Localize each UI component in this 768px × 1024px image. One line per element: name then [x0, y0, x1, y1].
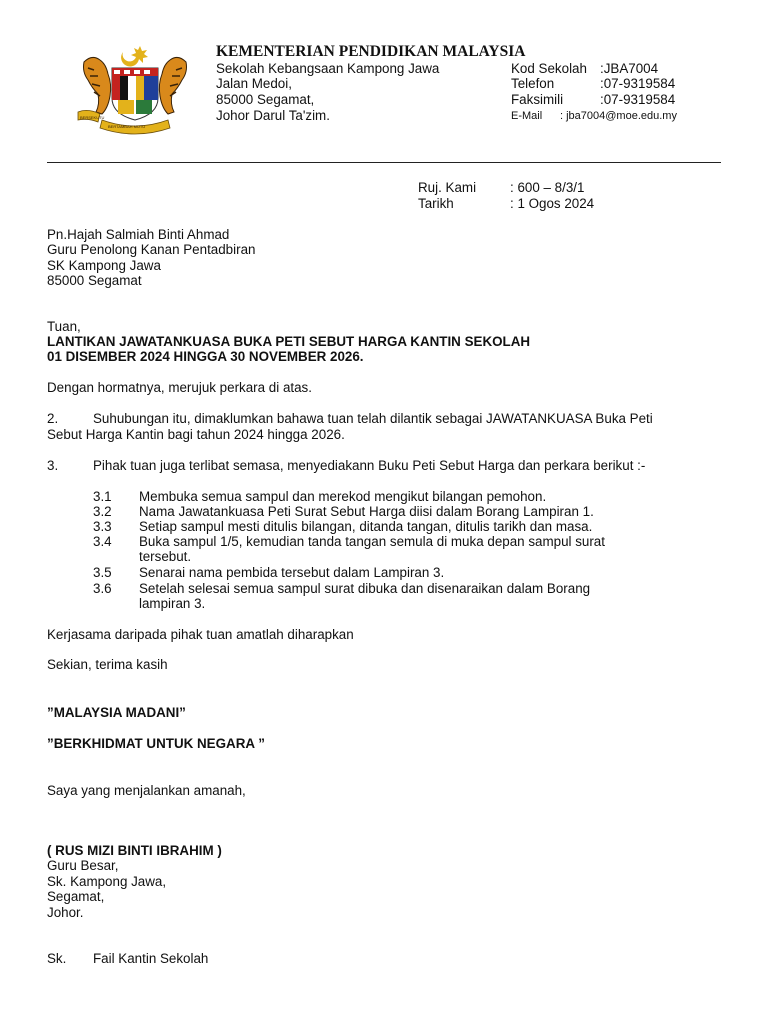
- signatory-line: Sk. Kampong Jawa,: [47, 874, 167, 889]
- signatory-line: Johor.: [47, 905, 84, 920]
- trust-statement: Saya yang menjalankan amanah,: [47, 783, 246, 798]
- school-address-line: Jalan Medoi,: [216, 76, 292, 91]
- list-item-text: Nama Jawatankuasa Peti Surat Sebut Harga diisi dalam Borang Lampiran 1.: [139, 504, 594, 519]
- closing-text: Sekian, terima kasih: [47, 657, 168, 672]
- contact-label: Telefon: [511, 76, 555, 91]
- motto: ”MALAYSIA MADANI”: [47, 705, 186, 720]
- list-item-number: 3.5: [93, 565, 112, 580]
- list-item-number: 3.4: [93, 534, 112, 549]
- contact-value: :07-9319584: [600, 92, 676, 107]
- list-item-text: Membuka semua sampul dan merekod mengikut bilangan pemohon.: [139, 489, 547, 504]
- cc-text: Fail Kantin Sekolah: [93, 951, 209, 966]
- date-value: : 1 Ogos 2024: [510, 196, 595, 211]
- paragraph-number: 3.: [47, 458, 59, 473]
- paragraph-text: Suhubungan itu, dimaklumkan bahawa tuan telah dilantik sebagai JAWATANKUASA Buka Peti: [93, 411, 653, 426]
- cooperation-text: Kerjasama daripada pihak tuan amatlah diharapkan: [47, 627, 354, 642]
- list-item-text: Setelah selesai semua sampul surat dibuka dan disenaraikan dalam Borang lampiran 3.: [139, 581, 591, 611]
- list-item-number: 3.1: [93, 489, 112, 504]
- list-item-text: Senarai nama pembida tersebut dalam Lampiran 3.: [139, 565, 445, 580]
- paragraph-text: Pihak tuan juga terlibat semasa, menyediakann Buku Peti Sebut Harga dan perkara berikut :-: [93, 458, 646, 473]
- recipient-line: SK Kampong Jawa: [47, 258, 161, 273]
- subject-line: LANTIKAN JAWATANKUASA BUKA PETI SEBUT HARGA KANTIN SEKOLAH: [47, 334, 531, 349]
- contact-label: Faksimili: [511, 92, 564, 107]
- cc-label: Sk.: [47, 951, 67, 966]
- list-item-number: 3.2: [93, 504, 112, 519]
- date-label: Tarikh: [418, 196, 454, 211]
- contact-value: :07-9319584: [600, 76, 676, 91]
- reference-value: : 600 – 8/3/1: [510, 180, 585, 195]
- signatory-name: ( RUS MIZI BINTI IBRAHIM ): [47, 843, 222, 858]
- coat-of-arms-logo: [74, 42, 196, 136]
- ministry-name: KEMENTERIAN PENDIDIKAN MALAYSIA: [216, 43, 526, 60]
- contact-value: : jba7004@moe.edu.my: [560, 110, 677, 122]
- recipient-line: Pn.Hajah Salmiah Binti Ahmad: [47, 227, 230, 242]
- list-item-number: 3.6: [93, 581, 112, 596]
- school-address-line: 85000 Segamat,: [216, 92, 315, 107]
- recipient-line: 85000 Segamat: [47, 273, 142, 288]
- opening-paragraph: Dengan hormatnya, merujuk perkara di atas.: [47, 380, 312, 395]
- contact-value: :JBA7004: [600, 61, 659, 76]
- svg-text:BERSEKUTU: BERSEKUTU: [80, 115, 105, 120]
- school-address-line: Johor Darul Ta'zim.: [216, 108, 330, 123]
- salutation: Tuan,: [47, 319, 81, 334]
- signatory-line: Guru Besar,: [47, 858, 119, 873]
- list-item-text: Setiap sampul mesti ditulis bilangan, ditanda tangan, ditulis tarikh dan masa.: [139, 519, 593, 534]
- paragraph-text: Sebut Harga Kantin bagi tahun 2024 hingga 2026.: [47, 427, 345, 442]
- header-divider: [47, 162, 721, 163]
- paragraph-number: 2.: [47, 411, 59, 426]
- school-name: Sekolah Kebangsaan Kampong Jawa: [216, 61, 440, 76]
- contact-label: Kod Sekolah: [511, 61, 587, 76]
- reference-label: Ruj. Kami: [418, 180, 477, 195]
- subject-line: 01 DISEMBER 2024 HINGGA 30 NOVEMBER 2026.: [47, 349, 364, 364]
- list-item-number: 3.3: [93, 519, 112, 534]
- motto: ”BERKHIDMAT UNTUK NEGARA ”: [47, 736, 265, 751]
- svg-text:BERTAMBAH MUTU: BERTAMBAH MUTU: [108, 124, 146, 129]
- recipient-line: Guru Penolong Kanan Pentadbiran: [47, 242, 256, 257]
- list-item-text: Buka sampul 1/5, kemudian tanda tangan semula di muka depan sampul surat tersebut.: [139, 534, 605, 564]
- contact-label: E-Mail: [511, 110, 543, 122]
- signatory-line: Segamat,: [47, 889, 105, 904]
